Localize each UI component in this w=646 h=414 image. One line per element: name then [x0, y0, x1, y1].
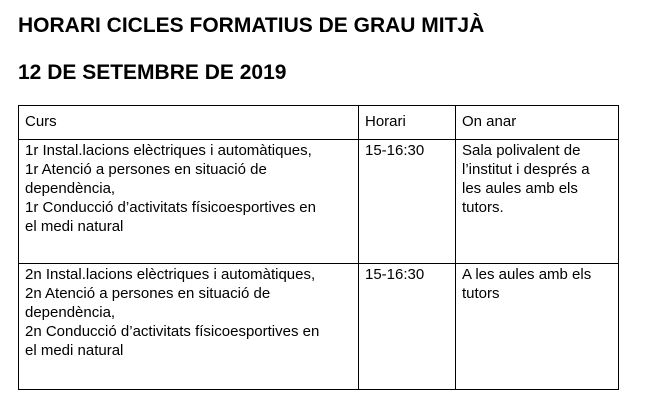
schedule-table [18, 105, 619, 390]
table-header-row [19, 106, 619, 140]
column-header-on-anar: On anar [456, 106, 619, 140]
cell-horari: 15-16:30 [359, 264, 456, 390]
cell-horari: 15-16:30 [359, 140, 456, 264]
document-title: HORARI CICLES FORMATIUS DE GRAU MITJÀ [18, 14, 485, 37]
course-line: el medi natural [25, 218, 124, 235]
table-row [19, 140, 619, 264]
course-line: 1r Atenció a persones en situació de [25, 161, 267, 178]
document-date: 12 DE SETEMBRE DE 2019 [18, 61, 287, 84]
course-line: 2n Atenció a persones en situació de [25, 285, 271, 302]
course-line: 1r Instal.lacions elèctriques i automàtiques, [25, 142, 312, 159]
cell-on-anar: A les aules amb els tutors [456, 264, 619, 390]
table-row [19, 264, 619, 390]
cell-curs [19, 140, 359, 264]
course-line: 1r Conducció d’activitats físicoesportives en [25, 199, 316, 216]
course-line: el medi natural [25, 342, 124, 359]
cell-curs [19, 264, 359, 390]
column-header-curs: Curs [19, 106, 359, 140]
course-line: 2n Instal.lacions elèctriques i automàtiques, [25, 266, 316, 283]
course-line: 2n Conducció d’activitats físicoesportives en [25, 323, 320, 340]
cell-on-anar: Sala polivalent de l’institut i després a les aules amb els tutors. [456, 140, 619, 264]
course-line: dependència, [25, 304, 116, 321]
column-header-horari: Horari [359, 106, 456, 140]
course-line: dependència, [25, 180, 116, 197]
